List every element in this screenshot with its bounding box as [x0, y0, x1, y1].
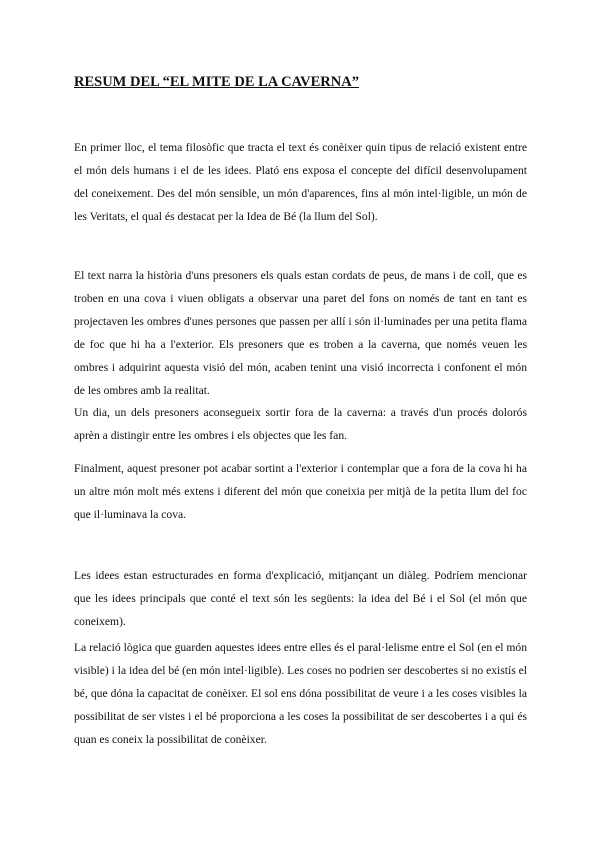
document-title: RESUM DEL “EL MITE DE LA CAVERNA” — [74, 74, 359, 90]
paragraph-text: Les idees estan estructurades en forma d'explicació, mitjançant un diàleg. Podríem mencionar que les idees principals que conté el text són les següents: la idea del Bé i el Sol (el món que coneixem). — [74, 569, 527, 628]
paragraph-logic — [74, 636, 527, 751]
paragraph-conclusion — [74, 457, 527, 526]
paragraph-text: En primer lloc, el tema filosòfic que tracta el text és conèixer quin tipus de relació existent entre el món dels humans i el de les idees. Plató ens exposa el concepte del difícil desenvolupament del coneixement. Des del món sensible, un món d'aparences, fins al món intel·ligible, un món de les Veritats, el qual és destacat per la Idea de Bé (la llum del Sol). — [74, 141, 527, 223]
paragraph-text: Finalment, aquest presoner pot acabar sortint a l'exterior i contemplar que a fora de la cova hi ha un altre món molt més extens i diferent del món que coneixia per mitjà de la petita llum del foc que il·luminava la cova. — [74, 462, 527, 521]
paragraph-text: La relació lògica que guarden aquestes idees entre elles és el paral·lelisme entre el Sol (en el món visible) i la idea del bé (en món intel·ligible). Les coses no podrien ser descobertes si no existís el bé, que dóna la capacitat de conèixer. El sol ens dóna possibilitat de veure i a les coses visibles la possibilitat de ser vistes i el bé proporciona a les coses la possibilitat de ser descobertes i a qui és quan es coneix la possibilitat de conèixer. — [74, 641, 527, 746]
paragraph-text: Un dia, un dels presoners aconsegueix sortir fora de la caverna: a través d'un procés dolorós aprèn a distingir entre les ombres i els objectes que les fan. — [74, 406, 527, 442]
paragraph-intro — [74, 136, 527, 228]
paragraph-structure — [74, 564, 527, 633]
paragraph-escape — [74, 401, 527, 447]
paragraph-narration — [74, 264, 527, 402]
paragraph-text: El text narra la història d'uns presoners els quals estan cordats de peus, de mans i de coll, que es troben en una cova i viuen obligats a observar una paret del fons on només de tant en tant es projectaven les ombres d'unes persones que passen per allí i són il·luminades per una petita flama de foc que hi ha a l'exterior. Els presoners que es troben a la caverna, que només veuen les ombres i adquirint aquesta visió del món, acaben tenint una visió incorrecta i confonent el món de les ombres amb la realitat. — [74, 269, 527, 397]
